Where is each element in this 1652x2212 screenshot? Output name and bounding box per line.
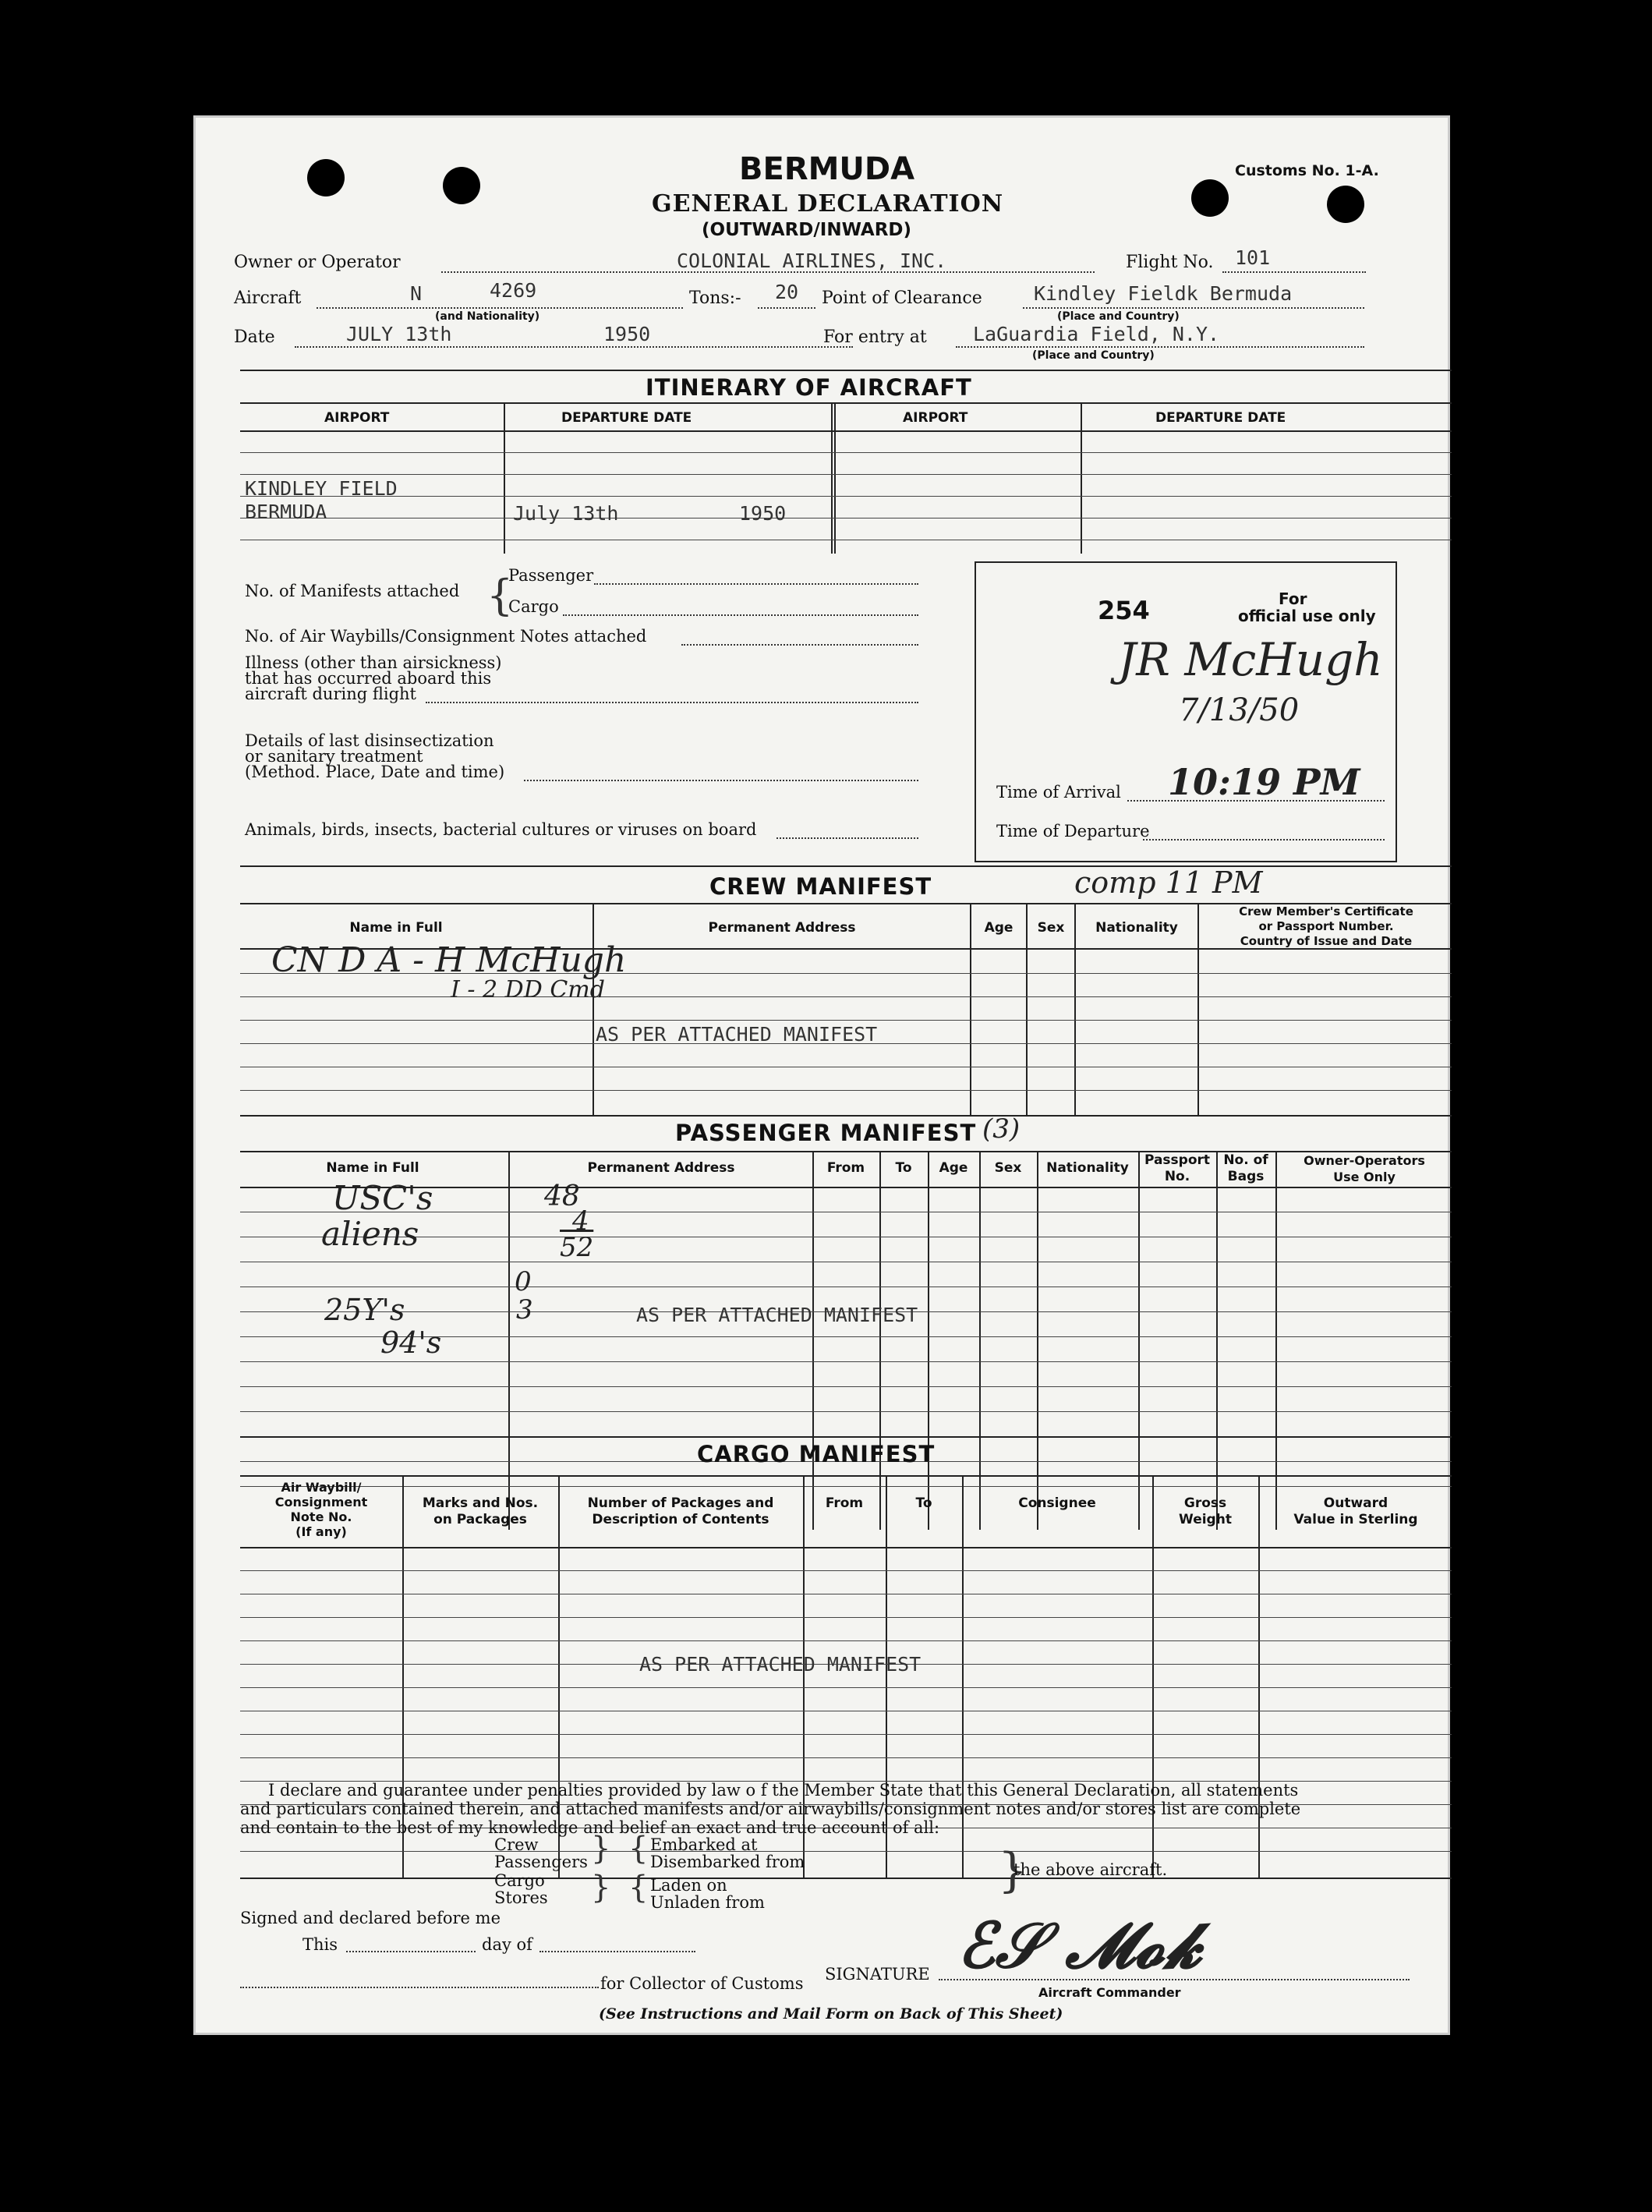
official-number: 254 <box>1098 596 1150 625</box>
declaration-form <box>193 115 1450 2035</box>
rule <box>240 1878 1452 1879</box>
rule <box>240 402 1452 404</box>
row-line <box>240 1361 1452 1362</box>
itin-col-airport: AIRPORT <box>324 410 390 426</box>
row-line <box>240 1020 1452 1021</box>
row-line <box>240 1851 1452 1852</box>
crew-hand-note: comp 11 PM <box>1074 865 1263 900</box>
row-line <box>240 1090 1452 1091</box>
row-line <box>240 1570 1452 1571</box>
footer-instructions: (See Instructions and Mail Form on Back of This Sheet) <box>599 2005 1063 2023</box>
footer-above-aircraft: the above aircraft. <box>1013 1860 1168 1879</box>
col-divider <box>1037 1151 1038 1530</box>
pax-col-to: To <box>895 1160 912 1176</box>
cargo-col-waybill: Air Waybill/ Consignment Note No. (If any) <box>274 1480 368 1539</box>
footer-passengers: Passengers <box>494 1853 588 1871</box>
itin-col-airport: AIRPORT <box>903 410 968 426</box>
pax-col-owner-use: Owner-Operators Use Only <box>1304 1153 1425 1184</box>
owner-value: COLONIAL AIRLINES, INC. <box>677 250 947 272</box>
pax-hand-52: 52 <box>560 1232 594 1263</box>
row-line <box>240 452 1452 453</box>
illness-line1: Illness (other than airsickness) <box>245 653 502 672</box>
col-divider <box>1216 1151 1218 1530</box>
date-value: JULY 13th <box>346 323 452 345</box>
itin-col-departure: DEPARTURE DATE <box>561 410 692 426</box>
row-line <box>240 474 1452 475</box>
aircraft-label: Aircraft <box>234 288 302 308</box>
row-line <box>240 1386 1452 1387</box>
dotted-line <box>1143 839 1385 841</box>
pax-hand-aliens: aliens <box>321 1215 419 1253</box>
crew-col-sex: Sex <box>1037 920 1065 936</box>
entry-label: For entry at <box>823 327 927 347</box>
dotted-line <box>426 702 918 703</box>
waybills-label: No. of Air Waybills/Consignment Notes attached <box>245 627 647 646</box>
itin-airport: KINDLEY FIELD <box>245 477 398 500</box>
form-subtitle: (OUTWARD/INWARD) <box>702 220 912 240</box>
footer-signature-label: SIGNATURE <box>825 1965 930 1984</box>
handwritten-date: 7/13/50 <box>1179 692 1300 728</box>
date-line <box>295 346 853 348</box>
cargo-col-value: Outward Value in Sterling <box>1293 1495 1418 1527</box>
cargo-col-marks: Marks and Nos. on Packages <box>422 1495 539 1527</box>
clearance-label: Point of Clearance <box>822 288 982 308</box>
col-divider <box>504 402 505 554</box>
pax-col-passport: Passport No. <box>1144 1152 1211 1184</box>
footer-collector: for Collector of Customs <box>600 1974 804 1993</box>
cargo-col-to: To <box>915 1495 932 1511</box>
aircraft-prefix: N <box>410 282 423 305</box>
row-line <box>240 1640 1452 1641</box>
disinsect-line3: (Method. Place, Date and time) <box>245 763 505 781</box>
col-divider <box>1275 1151 1277 1530</box>
flight-label: Flight No. <box>1126 253 1214 272</box>
cargo-col-weight: Gross Weight <box>1179 1495 1232 1527</box>
pax-attached: AS PER ATTACHED MANIFEST <box>636 1304 918 1326</box>
rule <box>240 430 1452 432</box>
col-divider <box>834 402 836 554</box>
rule <box>240 865 1452 867</box>
country-heading: BERMUDA <box>739 151 915 187</box>
passenger-title: PASSENGER MANIFEST <box>675 1120 977 1146</box>
footer-commander: Aircraft Commander <box>1038 1985 1181 2000</box>
official-for: For <box>1279 589 1307 608</box>
rule <box>240 1115 1452 1117</box>
footer-signed: Signed and declared before me <box>240 1909 501 1927</box>
cargo-col-from: From <box>825 1495 864 1511</box>
row-line <box>240 996 1452 997</box>
disinsect-line2: or sanitary treatment <box>245 747 423 766</box>
rule <box>240 1475 1452 1477</box>
col-divider <box>1138 1151 1140 1530</box>
pax-col-address: Permanent Address <box>587 1160 735 1176</box>
punch-hole <box>307 159 345 196</box>
footer-disembarked: Disembarked from <box>650 1853 805 1871</box>
pax-hand-3: 3 <box>516 1294 533 1325</box>
brace: { <box>486 571 514 620</box>
brace: } <box>591 1870 611 1906</box>
footer-laden: Laden on <box>650 1876 727 1895</box>
col-divider <box>1081 402 1082 554</box>
col-divider <box>1074 903 1076 1115</box>
footer-embarked: Embarked at <box>650 1835 758 1854</box>
manifest-passenger: Passenger <box>508 566 594 585</box>
cargo-title: CARGO MANIFEST <box>697 1441 936 1467</box>
row-line <box>240 1757 1452 1758</box>
col-divider <box>1197 903 1199 1115</box>
punch-hole <box>443 167 480 204</box>
punch-hole <box>1191 179 1229 217</box>
col-divider <box>508 1151 510 1530</box>
cargo-col-packages: Number of Packages and Description of Contents <box>587 1495 774 1527</box>
pax-col-age: Age <box>939 1160 968 1176</box>
crew-col-address: Permanent Address <box>708 920 856 936</box>
pax-hand-25ys: 25Y's <box>324 1293 405 1327</box>
crew-title: CREW MANIFEST <box>709 873 932 900</box>
punch-hole <box>1327 186 1364 223</box>
pax-col-sex: Sex <box>994 1160 1022 1176</box>
dotted-line <box>594 583 918 585</box>
dotted-line <box>776 837 918 839</box>
manifests-label: No. of Manifests attached <box>245 582 460 600</box>
pax-hand-94s: 94's <box>380 1325 442 1360</box>
row-line <box>240 496 1452 497</box>
itinerary-title: ITINERARY OF AIRCRAFT <box>646 374 972 401</box>
brace: { <box>628 1870 649 1906</box>
illness-line2: that has occurred aboard this <box>245 669 492 688</box>
handwritten-signature: JR McHugh <box>1118 633 1383 686</box>
itin-col-departure: DEPARTURE DATE <box>1155 410 1286 426</box>
declaration-line2: and particulars contained therein, and attached manifests and/or airwaybills/consignment notes and/or stores list are complete <box>240 1800 1301 1818</box>
tons-line <box>758 307 815 309</box>
pax-hand-48: 48 <box>544 1180 580 1212</box>
crew-col-name: Name in Full <box>349 920 443 936</box>
footer-unladen: Unladen from <box>650 1893 765 1912</box>
footer-day-of: day of <box>482 1935 532 1954</box>
date-year: 1950 <box>603 323 651 345</box>
entry-note: (Place and Country) <box>1032 349 1155 362</box>
animals-label: Animals, birds, insects, bacterial cultures or viruses on board <box>245 820 757 839</box>
cargo-col-consignee: Consignee <box>1018 1495 1096 1511</box>
col-divider <box>979 1151 981 1530</box>
row-line <box>240 1411 1452 1412</box>
row-line <box>240 1734 1452 1735</box>
footer-stores: Stores <box>494 1888 548 1907</box>
pax-col-bags: No. of Bags <box>1223 1152 1268 1184</box>
aircraft-value: 4269 <box>490 279 537 302</box>
entry-value: LaGuardia Field, N.Y. <box>973 323 1220 345</box>
dotted-line <box>346 1951 476 1952</box>
aircraft-line <box>317 307 683 309</box>
dotted-line <box>524 780 918 781</box>
dotted-line <box>681 644 918 646</box>
pax-col-nationality: Nationality <box>1046 1160 1129 1176</box>
itin-departure-year: 1950 <box>739 502 787 525</box>
flight-value: 101 <box>1235 246 1271 269</box>
clearance-line <box>1023 307 1364 309</box>
pax-hand-0: 0 <box>515 1266 532 1297</box>
disinsect-line1: Details of last disinsectization <box>245 731 494 750</box>
illness-line3: aircraft during flight <box>245 685 416 703</box>
col-divider <box>593 903 594 1115</box>
rule <box>240 370 1452 371</box>
brace: } <box>998 1843 1028 1898</box>
clearance-value: Kindley Fieldk Bermuda <box>1034 282 1293 305</box>
entry-line <box>956 346 1364 348</box>
col-divider <box>879 1151 881 1530</box>
departure-time-label: Time of Departure <box>996 822 1150 841</box>
cargo-attached: AS PER ATTACHED MANIFEST <box>639 1653 922 1676</box>
date-label: Date <box>234 327 275 347</box>
dotted-line <box>539 1951 695 1952</box>
col-divider <box>970 903 971 1115</box>
clearance-note: (Place and Country) <box>1057 310 1180 323</box>
declaration-line3: and contain to the best of my knowledge and belief an exact and true account of all: <box>240 1818 940 1837</box>
dotted-line <box>240 1987 599 1988</box>
aircraft-note: (and Nationality) <box>435 310 540 323</box>
crew-col-certificate: Crew Member's Certificate or Passport Number. Country of Issue and Date <box>1239 904 1413 948</box>
itin-airport-country: BERMUDA <box>245 501 327 523</box>
col-divider <box>928 1151 929 1530</box>
brace: } <box>591 1831 611 1867</box>
commander-signature: ℰ𝒮 𝓜𝓸𝓴 <box>957 1909 1201 1982</box>
manifest-cargo: Cargo <box>508 597 559 616</box>
row-line <box>240 1486 1452 1487</box>
brace: { <box>628 1831 649 1867</box>
pax-col-name: Name in Full <box>326 1160 419 1176</box>
row-line <box>240 1286 1452 1287</box>
rule <box>240 1547 1452 1548</box>
arrival-value: 10:19 PM <box>1168 761 1360 803</box>
passenger-hand-count: (3) <box>982 1113 1021 1145</box>
col-divider <box>831 402 833 554</box>
col-divider <box>1026 903 1028 1115</box>
footer-crew: Crew <box>494 1835 539 1854</box>
tons-value: 20 <box>775 281 799 303</box>
crew-hand-row2: I - 2 DD Cmd <box>451 976 605 1003</box>
footer-this: This <box>302 1935 338 1954</box>
flight-line <box>1222 271 1366 273</box>
official-use-label: official use only <box>1238 607 1376 625</box>
crew-col-age: Age <box>984 920 1013 936</box>
crew-col-nationality: Nationality <box>1095 920 1178 936</box>
footer-cargo: Cargo <box>494 1871 545 1890</box>
pax-hand-4: 4 <box>572 1205 589 1237</box>
itin-departure-date: July 13th <box>513 502 619 525</box>
pax-col-from: From <box>826 1160 865 1176</box>
crew-attached: AS PER ATTACHED MANIFEST <box>596 1023 878 1046</box>
declaration-line1: I declare and guarantee under penalties provided by law o f the Member State that this General Declaration, all statements <box>268 1781 1299 1800</box>
row-line <box>240 1617 1452 1618</box>
tons-label: Tons:- <box>689 288 741 308</box>
customs-number: Customs No. 1-A. <box>1235 162 1379 179</box>
owner-label: Owner or Operator <box>234 253 401 272</box>
arrival-label: Time of Arrival <box>996 783 1121 802</box>
pax-hand-usc: USC's <box>332 1179 433 1217</box>
col-divider <box>812 1151 814 1530</box>
form-title: GENERAL DECLARATION <box>652 190 1004 218</box>
crew-hand-row1: CN D A - H McHugh <box>271 940 627 980</box>
dotted-line <box>563 614 918 616</box>
rule <box>240 1436 1452 1438</box>
row-line <box>240 1687 1452 1688</box>
